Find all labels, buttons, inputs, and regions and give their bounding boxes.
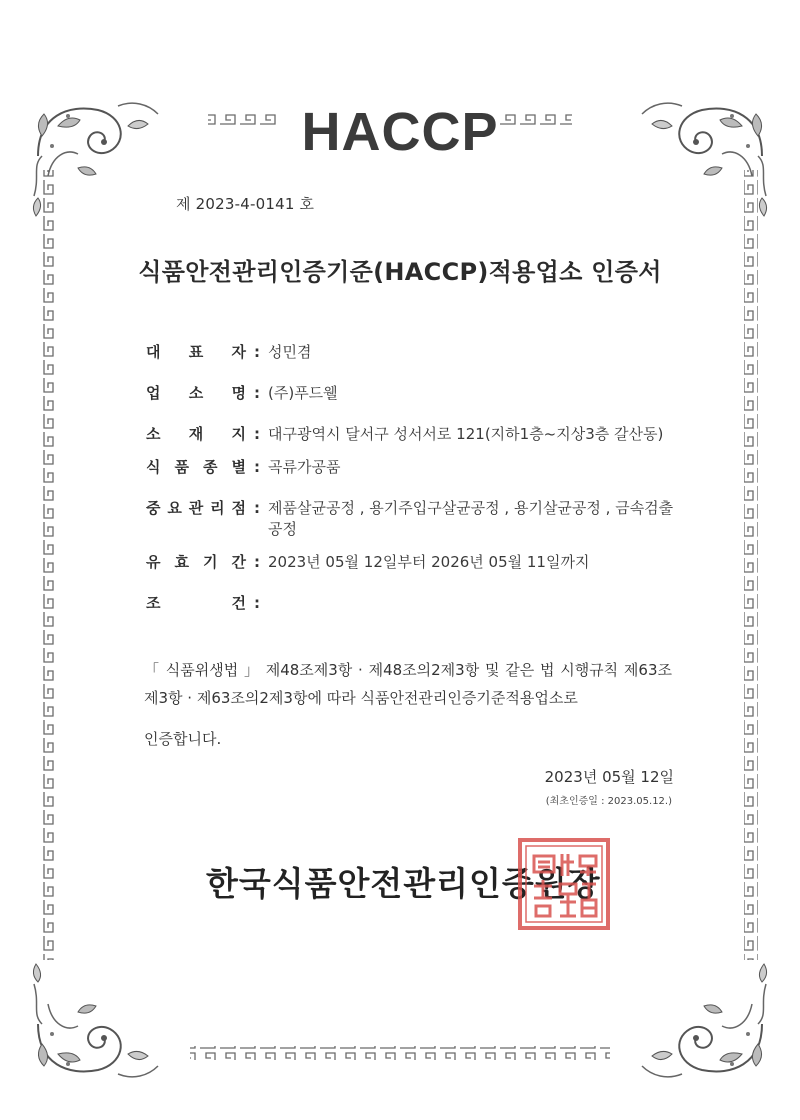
field-food-type: 식 품 종 별 : 곡류가공품 bbox=[146, 457, 676, 478]
legal-statement: 「 식품위생법 」 제48조제3항 · 제48조의2제3항 및 같은 법 시행규칙 제63조제3항 · 제63조의2제3항에 따라 식품안전관리인증기준적용업소로 bbox=[144, 661, 672, 707]
certificate-fields bbox=[146, 342, 676, 614]
issuer-name: 한국식품안전관리인증원장 bbox=[206, 864, 601, 903]
field-label: 업 소 명 bbox=[146, 384, 246, 402]
certificate-number: 제 2023-4-0141 호 bbox=[176, 195, 315, 213]
field-label: 대 표 자 bbox=[146, 343, 246, 361]
field-value: 곡류가공품 bbox=[268, 458, 341, 476]
field-value: (주)푸드웰 bbox=[268, 384, 338, 402]
field-value: 2023년 05월 12일부터 2026년 05월 11일까지 bbox=[268, 553, 590, 571]
field-validity-period: 유 효 기 간 : 2023년 05월 12일부터 2026년 05월 11일까지 bbox=[146, 552, 676, 573]
field-conditions: 조 건 : bbox=[146, 593, 676, 614]
certification-closing: 인증합니다. bbox=[144, 730, 222, 748]
field-critical-control-points: 중 요 관 리 점 : 제품살균공정 , 용기주입구살균공정 , 용기살균공정 , 금속검출공정 bbox=[146, 498, 676, 540]
field-value: 제품살균공정 , 용기주입구살균공정 , 용기살균공정 , 금속검출공정 bbox=[268, 499, 674, 538]
field-label: 중 요 관 리 점 bbox=[146, 499, 246, 517]
certificate-title: 식품안전관리인증기준(HACCP)적용업소 인증서 bbox=[138, 258, 662, 286]
field-value: 성민겸 bbox=[268, 343, 312, 361]
field-business-name: 업 소 명 : (주)푸드웰 bbox=[146, 383, 676, 404]
field-representative: 대 표 자 : 성민겸 bbox=[146, 342, 676, 363]
field-value: 대구광역시 달서구 성서서로 121(지하1층~지상3층 갈산동) bbox=[268, 425, 664, 443]
issue-date: 2023년 05월 12일 bbox=[544, 768, 674, 786]
field-address: 소 재 지 : 대구광역시 달서구 성서서로 121(지하1층~지상3층 갈산동) bbox=[146, 424, 676, 445]
first-certification-date: (최초인증일 : 2023.05.12.) bbox=[545, 796, 672, 807]
field-label: 조 건 bbox=[146, 594, 246, 612]
field-value bbox=[268, 593, 676, 614]
official-seal-icon bbox=[516, 836, 612, 932]
haccp-logo: HACCP bbox=[301, 102, 499, 162]
field-label: 유 효 기 간 bbox=[146, 553, 246, 571]
field-label: 식 품 종 별 bbox=[146, 458, 246, 476]
field-label: 소 재 지 bbox=[146, 425, 246, 443]
